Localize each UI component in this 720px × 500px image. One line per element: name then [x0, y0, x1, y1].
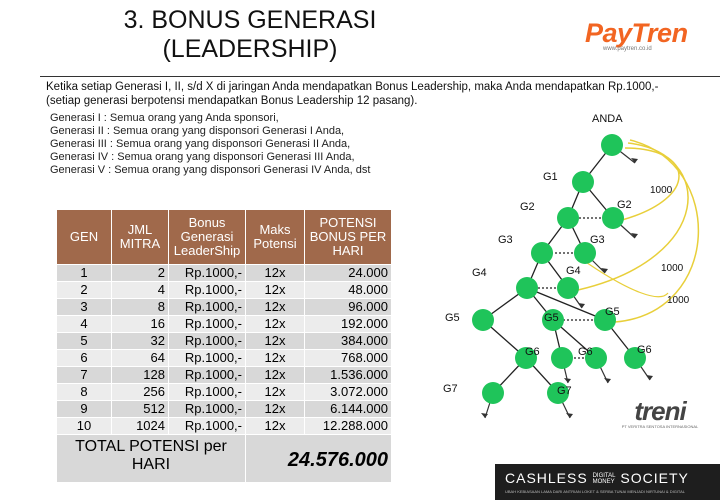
table-row: [57, 265, 392, 282]
table-row: [57, 282, 392, 299]
header-maks: Maks Potensi: [246, 210, 305, 265]
tree-node: [531, 242, 553, 264]
cell-bonus: Rp.1000,-: [169, 350, 246, 367]
treni-logo: [610, 398, 710, 429]
tree-gen-label: G3: [590, 234, 605, 246]
arrow-head: [566, 413, 573, 418]
tree-nodes: [472, 134, 646, 404]
cell-maks: 12x: [246, 418, 305, 435]
tree-gen-label: G7: [443, 383, 458, 395]
cell-maks: 12x: [246, 265, 305, 282]
footer-subtext: UBAH KEBIASAAN LAMA DARI ANTRIAN LOKET & SERBA TUNAI MENJADI NIRTUNAI & DIGITAL: [505, 489, 685, 494]
tree-gen-label: G4: [566, 265, 581, 277]
cell-bonus: Rp.1000,-: [169, 299, 246, 316]
tree-gen-label: G5: [544, 312, 559, 324]
table-row: [57, 367, 392, 384]
cell-maks: 12x: [246, 401, 305, 418]
total-value: 24.576.000: [246, 435, 392, 483]
table-row: [57, 299, 392, 316]
cell-bonus: Rp.1000,-: [169, 282, 246, 299]
table-row: [57, 401, 392, 418]
cell-maks: 12x: [246, 367, 305, 384]
paytren-logo: [585, 18, 715, 52]
tree-gen-label: G3: [498, 234, 513, 246]
treni-company: PT VERITRA SENTOSA INTERNASIONAL: [621, 424, 699, 429]
cell-gen: 9: [57, 401, 112, 418]
intro-text: [46, 80, 720, 108]
tree-gen-label: G5: [605, 306, 620, 318]
bonus-arc: [580, 258, 668, 297]
table-row: [57, 384, 392, 401]
cell-jml-mitra: 32: [112, 333, 169, 350]
footer-small-a: DIGITAL: [592, 473, 616, 480]
header-jml-mitra: JML MITRA: [112, 210, 169, 265]
cell-maks: 12x: [246, 299, 305, 316]
cell-jml-mitra: 512: [112, 401, 169, 418]
tree-node: [516, 277, 538, 299]
cell-gen: 6: [57, 350, 112, 367]
definition-item: Generasi V : Semua orang yang disponsori Generasi IV Anda, dst: [50, 164, 371, 176]
cell-potensi: 1.536.000: [305, 367, 392, 384]
table-row: [57, 316, 392, 333]
cell-jml-mitra: 128: [112, 367, 169, 384]
cell-gen: 8: [57, 384, 112, 401]
cell-potensi: 384.000: [305, 333, 392, 350]
cell-jml-mitra: 4: [112, 282, 169, 299]
cell-potensi: 3.072.000: [305, 384, 392, 401]
tree-node: [572, 171, 594, 193]
cell-jml-mitra: 2: [112, 265, 169, 282]
footer-slogan: [505, 470, 689, 486]
cell-maks: 12x: [246, 316, 305, 333]
definition-item: Generasi II : Semua orang yang disponsori Generasi I Anda,: [50, 125, 345, 137]
cell-jml-mitra: 256: [112, 384, 169, 401]
cell-gen: 7: [57, 367, 112, 384]
title-line-2: (LEADERSHIP): [162, 35, 338, 63]
bonus-label: 1000: [650, 185, 673, 196]
footer-word-2: SOCIETY: [620, 470, 689, 486]
bonus-label: 1000: [661, 263, 684, 274]
footer-small-text: [593, 473, 616, 485]
tree-root-label: ANDA: [592, 113, 623, 125]
header-gen: GEN: [57, 210, 112, 265]
cell-potensi: 6.144.000: [305, 401, 392, 418]
tree-node: [557, 277, 579, 299]
cell-jml-mitra: 8: [112, 299, 169, 316]
intro-line-1: Ketika setiap Generasi I, II, s/d X di jaringan Anda mendapatkan Bonus Leadership, maka Anda mendapatkan Rp.1000,-: [46, 81, 659, 93]
cell-maks: 12x: [246, 333, 305, 350]
cell-bonus: Rp.1000,-: [169, 316, 246, 333]
tree-node: [601, 134, 623, 156]
total-label: TOTAL POTENSI per HARI: [57, 435, 246, 483]
tree-gen-label: G7: [557, 385, 572, 397]
paytren-url: www.paytren.co.id: [603, 46, 652, 52]
footer-banner: [495, 464, 720, 500]
brand-tren: Tren: [631, 18, 688, 48]
intro-line-2: (setiap generasi berpotensi mendapatkan Bonus Leadership 12 pasang).: [46, 95, 418, 107]
title-line-1: 3. BONUS GENERASI: [123, 6, 377, 34]
cell-gen: 2: [57, 282, 112, 299]
cell-jml-mitra: 16: [112, 316, 169, 333]
total-row: [57, 435, 392, 483]
cell-maks: 12x: [246, 282, 305, 299]
tree-gen-label: G2: [617, 199, 632, 211]
tree-node: [551, 347, 573, 369]
definition-item: Generasi I : Semua orang yang Anda sponsori,: [50, 112, 279, 124]
page-title: [100, 6, 400, 64]
definition-item: Generasi III : Semua orang yang disponsori Generasi II Anda,: [50, 138, 351, 150]
bonus-label: 1000: [667, 295, 690, 306]
table-header-row: [57, 210, 392, 265]
cell-bonus: Rp.1000,-: [169, 384, 246, 401]
cell-maks: 12x: [246, 384, 305, 401]
arrow-head: [604, 378, 611, 383]
cell-bonus: Rp.1000,-: [169, 333, 246, 350]
treni-wordmark: treni: [634, 396, 686, 426]
tree-gen-label: G2: [520, 201, 535, 213]
footer-small-b: MONEY: [592, 479, 615, 486]
footer-word-1: CASHLESS: [505, 470, 588, 486]
cell-gen: 3: [57, 299, 112, 316]
cell-gen: 5: [57, 333, 112, 350]
cell-bonus: Rp.1000,-: [169, 418, 246, 435]
cell-potensi: 48.000: [305, 282, 392, 299]
tree-node: [482, 382, 504, 404]
cell-potensi: 12.288.000: [305, 418, 392, 435]
paytren-wordmark: [585, 18, 715, 48]
header-potensi: POTENSI BONUS PER HARI: [305, 210, 392, 265]
cell-bonus: Rp.1000,-: [169, 401, 246, 418]
definition-item: Generasi IV : Semua orang yang disponsori Generasi III Anda,: [50, 151, 355, 163]
cell-potensi: 24.000: [305, 265, 392, 282]
table-row: [57, 350, 392, 367]
bonus-table: [56, 209, 392, 483]
tree-gen-label: G5: [445, 312, 460, 324]
network-tree-diagram: [430, 108, 720, 428]
tree-gen-label: G1: [543, 171, 558, 183]
tree-node: [557, 207, 579, 229]
cell-jml-mitra: 1024: [112, 418, 169, 435]
tree-gen-label: G4: [472, 267, 487, 279]
tree-gen-label: G6: [525, 346, 540, 358]
cell-gen: 4: [57, 316, 112, 333]
arrow-head: [646, 375, 653, 380]
cell-potensi: 768.000: [305, 350, 392, 367]
cell-bonus: Rp.1000,-: [169, 367, 246, 384]
tree-gen-label: G6: [637, 344, 652, 356]
arrow-head: [578, 303, 585, 308]
arrow-head: [564, 378, 571, 383]
cell-maks: 12x: [246, 350, 305, 367]
divider-line: [40, 76, 720, 77]
cell-gen: 1: [57, 265, 112, 282]
header-bonus: Bonus Generasi LeaderShip: [169, 210, 246, 265]
cell-gen: 10: [57, 418, 112, 435]
tree-gen-label: G6: [578, 346, 593, 358]
brand-pay: Pay: [585, 18, 632, 48]
table-row: [57, 418, 392, 435]
table-row: [57, 333, 392, 350]
tree-node: [472, 309, 494, 331]
generation-definitions: [50, 112, 370, 177]
cell-bonus: Rp.1000,-: [169, 265, 246, 282]
cell-potensi: 192.000: [305, 316, 392, 333]
cell-potensi: 96.000: [305, 299, 392, 316]
cell-jml-mitra: 64: [112, 350, 169, 367]
